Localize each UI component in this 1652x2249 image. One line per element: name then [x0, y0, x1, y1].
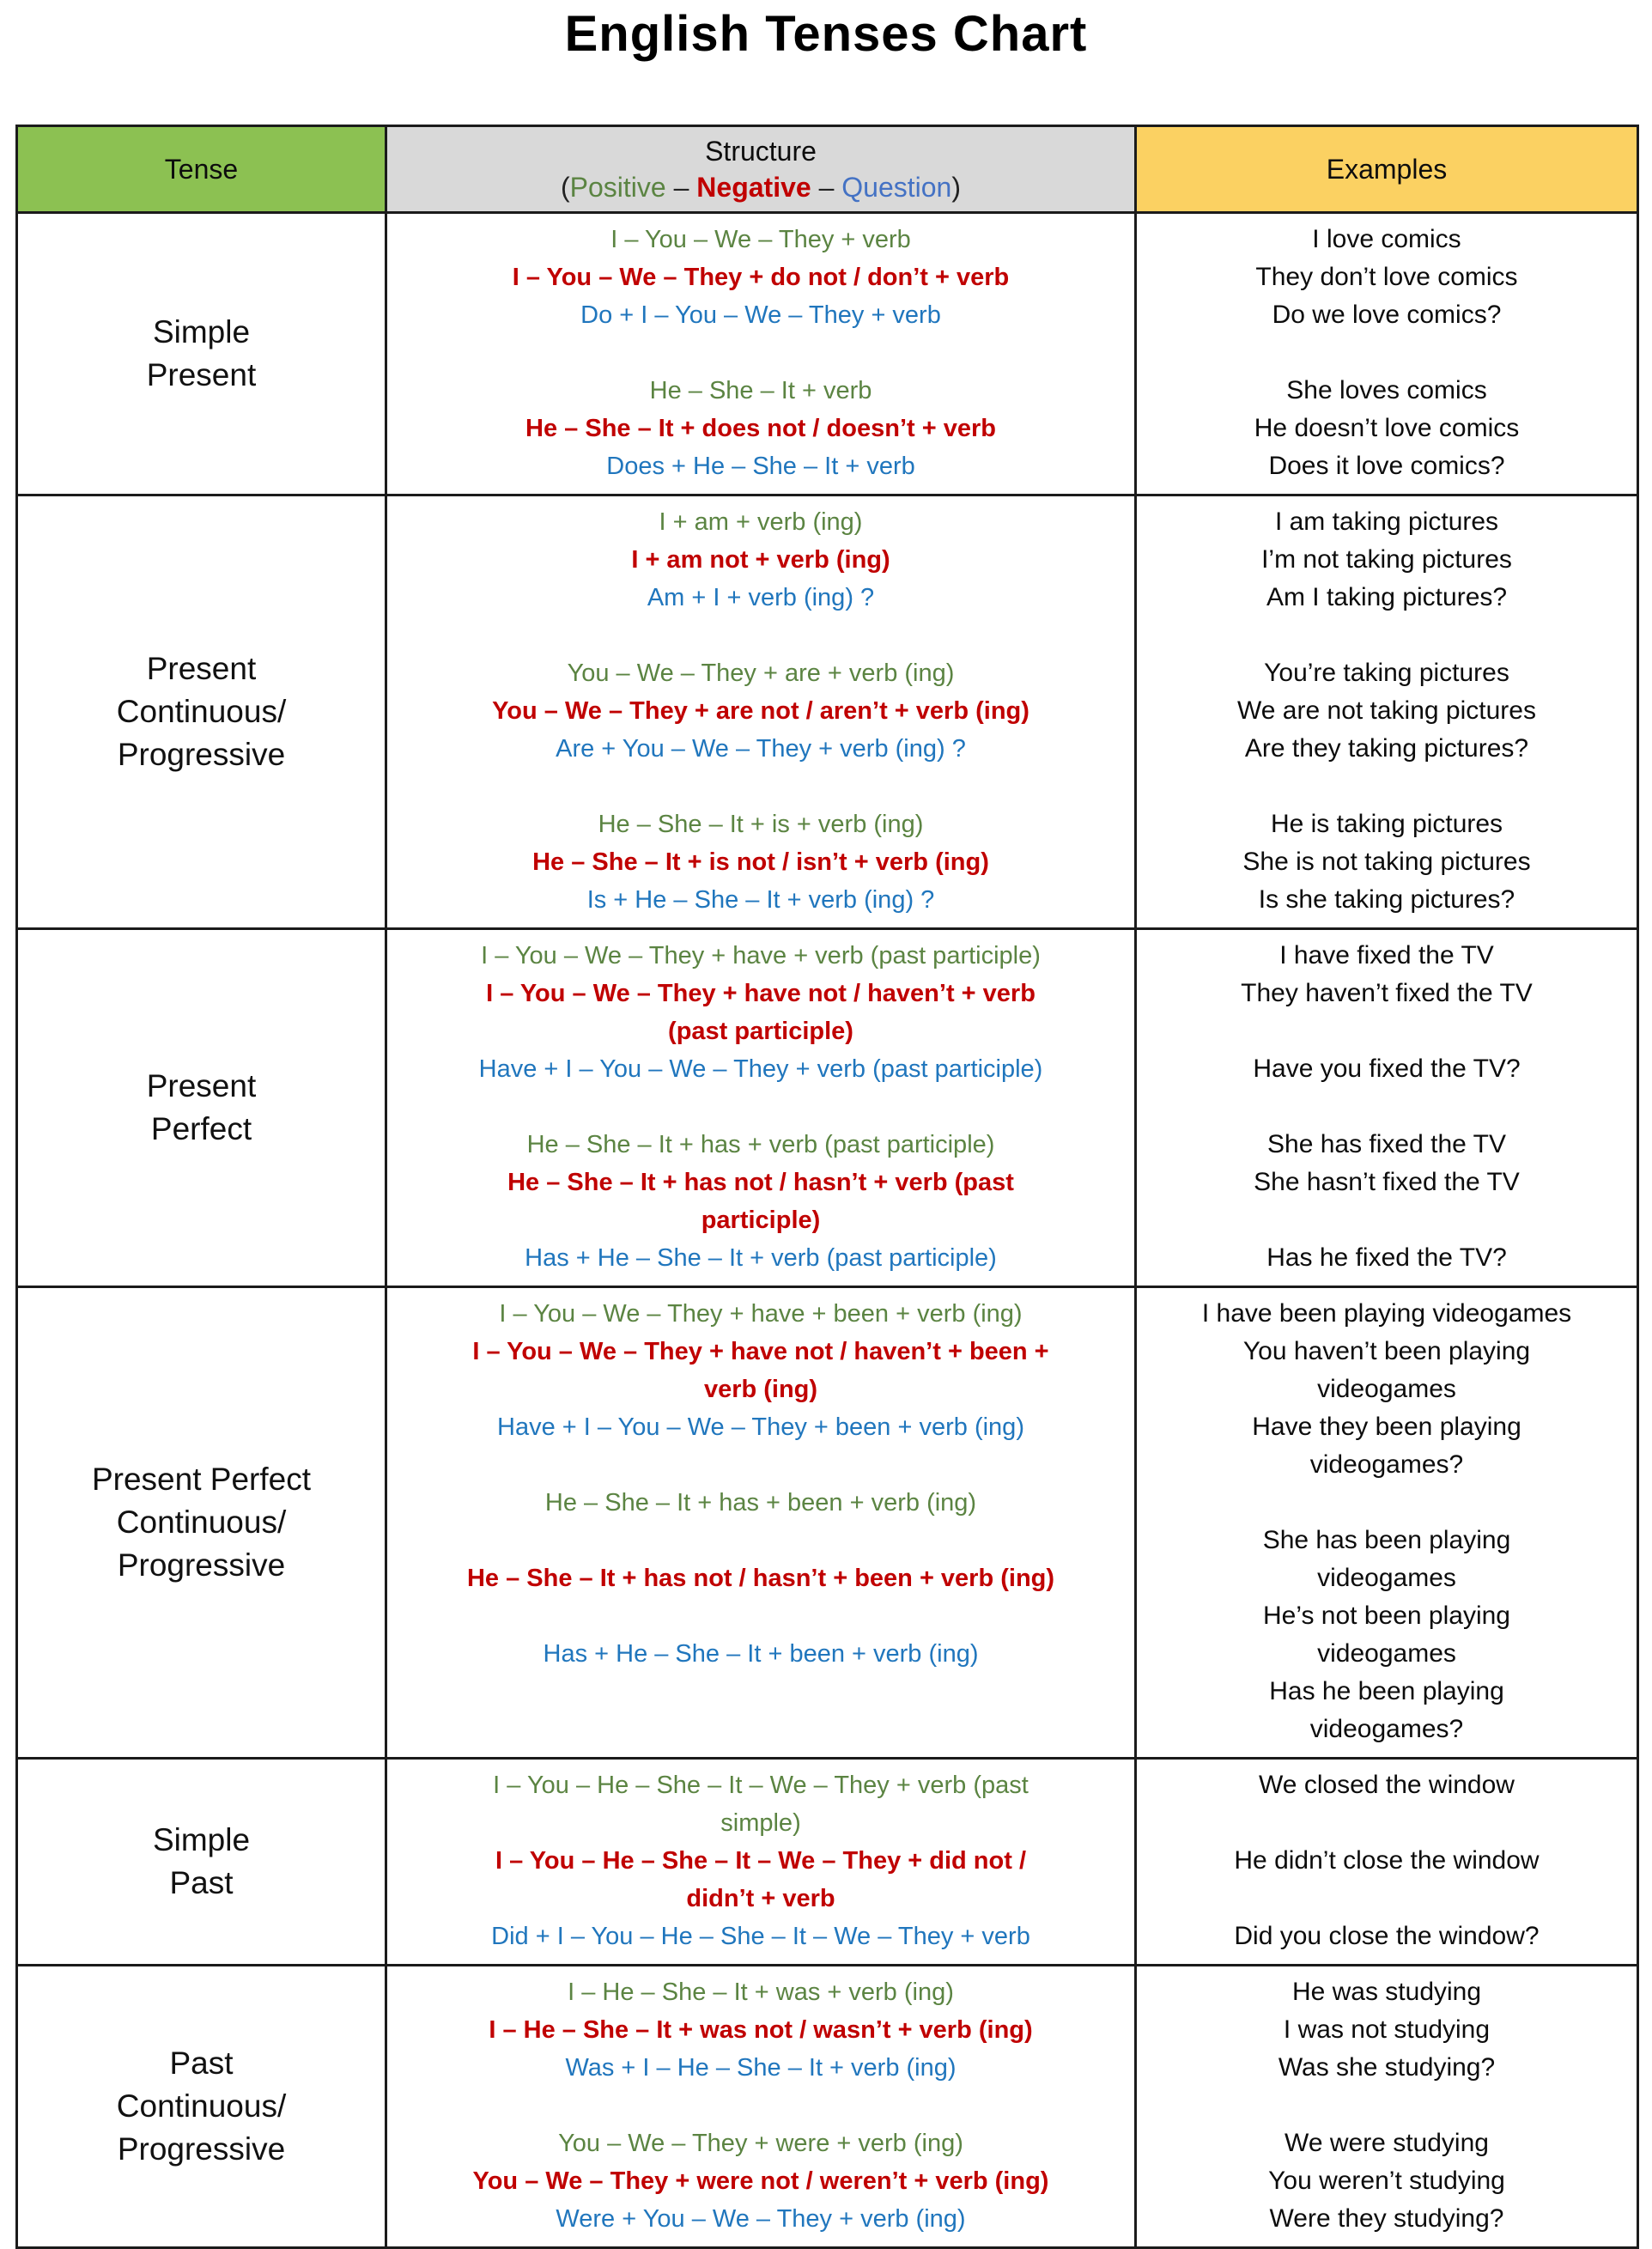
subtitle-question-label: Question	[841, 172, 952, 203]
structure-group	[400, 1295, 1121, 1446]
blank-line	[1171, 1804, 1602, 1842]
structure-line-positive: simple)	[720, 1809, 801, 1837]
blank-line	[400, 1597, 1121, 1635]
tense-label: Present	[146, 651, 257, 686]
tense-label: Perfect	[150, 1111, 252, 1146]
example-group	[1171, 1295, 1602, 1484]
example-line: He was studying	[1291, 1978, 1482, 2006]
example-group	[1171, 1126, 1602, 1277]
example-line: They haven’t fixed the TV	[1241, 979, 1533, 1007]
example-line: I was not studying	[1283, 2015, 1491, 2044]
example-line: Were they studying?	[1269, 2204, 1504, 2233]
structure-line-question: Were + You – We – They + verb (ing)	[556, 2205, 966, 2233]
example-line: He didn’t close the window	[1234, 1846, 1540, 1875]
structure-line-question: Was + I – He – She – It + verb (ing)	[565, 2054, 957, 2082]
example-group	[1171, 654, 1602, 768]
examples-cell	[1136, 1759, 1638, 1966]
example-line: Are they taking pictures?	[1244, 734, 1529, 763]
structure-line-positive: I + am + verb (ing)	[659, 508, 863, 536]
structure-cell	[386, 1966, 1136, 2248]
tense-label: Simple	[152, 314, 251, 350]
example-group	[1171, 372, 1602, 485]
header-cell-tense	[17, 126, 386, 213]
structure-line-negative: He – She – It + has not / hasn’t + verb (past	[507, 1169, 1014, 1196]
structure-line-negative: verb (ing)	[703, 1376, 818, 1403]
subtitle-separator: –	[665, 172, 697, 203]
structure-line-question: Does + He – She – It + verb	[606, 453, 915, 480]
tense-cell	[17, 1759, 386, 1966]
example-line: videogames	[1317, 1564, 1456, 1592]
table-header	[17, 126, 1638, 213]
tense-label: Progressive	[117, 737, 286, 772]
tense-label: Continuous/	[116, 1504, 287, 1540]
header-structure-label: Structure	[705, 136, 817, 167]
subtitle-paren-open: (	[561, 172, 570, 203]
example-line: I’m not taking pictures	[1261, 545, 1512, 574]
example-line: Do we love comics?	[1272, 301, 1502, 329]
structure-group	[400, 372, 1121, 485]
structure-cell	[386, 929, 1136, 1287]
subtitle-negative-label: Negative	[696, 172, 811, 203]
example-line: We were studying	[1285, 2129, 1489, 2157]
example-line: She hasn’t fixed the TV	[1254, 1168, 1520, 1196]
example-line: She has been playing	[1262, 1526, 1511, 1554]
structure-group	[400, 221, 1121, 334]
example-line: Is she taking pictures?	[1258, 885, 1515, 914]
examples-cell	[1136, 1966, 1638, 2248]
examples-cell	[1136, 213, 1638, 495]
example-group	[1171, 1766, 1602, 1955]
example-line: videogames	[1317, 1639, 1456, 1668]
example-line: videogames?	[1309, 1450, 1464, 1479]
tense-label: Progressive	[117, 2131, 286, 2167]
tense-cell	[17, 929, 386, 1287]
example-group	[1171, 1973, 1602, 2087]
example-line: He’s not been playing	[1263, 1602, 1510, 1630]
structure-cell	[386, 495, 1136, 929]
structure-line-positive: He – She – It + is + verb (ing)	[598, 811, 924, 838]
example-line: videogames	[1317, 1375, 1456, 1403]
structure-line-question: Have + I – You – We – They + been + verb (ing)	[497, 1413, 1024, 1441]
table-row	[17, 1966, 1638, 2248]
table-row	[17, 213, 1638, 495]
structure-group	[400, 503, 1121, 617]
structure-line-positive: I – You – He – She – It – We – They + verb (past	[493, 1772, 1029, 1799]
tense-label: Continuous/	[116, 2088, 287, 2124]
example-line: I have been playing videogames	[1201, 1299, 1572, 1328]
tense-label: Past	[169, 2045, 234, 2081]
example-line: You’re taking pictures	[1264, 659, 1509, 687]
blank-line	[400, 1522, 1121, 1559]
example-line: We closed the window	[1259, 1771, 1515, 1799]
example-line: You weren’t studying	[1268, 2167, 1505, 2195]
structure-group	[400, 1766, 1121, 1955]
example-line: Has he fixed the TV?	[1266, 1243, 1507, 1272]
structure-line-negative: I – You – We – They + have not / haven’t + verb	[486, 980, 1036, 1007]
tense-label: Present	[146, 1068, 257, 1103]
example-line: They don’t love comics	[1255, 263, 1518, 291]
subtitle-paren-close: )	[951, 172, 961, 203]
tense-cell	[17, 495, 386, 929]
example-group	[1171, 1522, 1602, 1748]
structure-line-negative: He – She – It + does not / doesn’t + verb	[525, 415, 996, 442]
structure-cell	[386, 1759, 1136, 1966]
example-line: Was she studying?	[1278, 2053, 1496, 2082]
structure-line-question: Has + He – She – It + verb (past participle)	[525, 1244, 997, 1272]
structure-group	[400, 1126, 1121, 1277]
tense-label: Present	[146, 357, 257, 392]
structure-group	[400, 1973, 1121, 2087]
structure-cell	[386, 213, 1136, 495]
structure-line-positive: He – She – It + has + been + verb (ing)	[544, 1489, 977, 1517]
structure-line-question: Have + I – You – We – They + verb (past participle)	[478, 1055, 1043, 1083]
structure-group	[400, 1484, 1121, 1673]
blank-line	[1171, 1880, 1602, 1918]
example-line: We are not taking pictures	[1237, 696, 1536, 725]
example-line: Have you fixed the TV?	[1253, 1055, 1521, 1083]
structure-group	[400, 654, 1121, 768]
tense-label: Present Perfect	[91, 1462, 311, 1497]
table-row	[17, 495, 1638, 929]
structure-line-negative: You – We – They + are not / aren’t + verb (ing)	[492, 697, 1029, 725]
structure-line-negative: He – She – It + has not / hasn’t + been + verb (ing)	[466, 1565, 1055, 1592]
example-group	[1171, 937, 1602, 1088]
structure-line-positive: I – You – We – They + have + verb (past participle)	[481, 942, 1041, 970]
page-title: English Tenses Chart	[564, 6, 1088, 62]
header-row	[17, 126, 1638, 213]
structure-cell	[386, 1287, 1136, 1759]
structure-line-negative: I – He – She – It + was not / wasn’t + verb (ing)	[489, 2016, 1033, 2044]
structure-line-negative: You – We – They + were not / weren’t + verb (ing)	[472, 2167, 1049, 2195]
example-line: She loves comics	[1286, 376, 1487, 404]
structure-line-question: Has + He – She – It + been + verb (ing)	[543, 1640, 979, 1668]
table-row	[17, 1759, 1638, 1966]
structure-line-negative: I + am not + verb (ing)	[631, 546, 890, 574]
tense-cell	[17, 1287, 386, 1759]
tense-label: Progressive	[117, 1547, 286, 1583]
examples-cell	[1136, 1287, 1638, 1759]
examples-cell	[1136, 929, 1638, 1287]
example-line: Did you close the window?	[1234, 1922, 1540, 1950]
table-row	[17, 929, 1638, 1287]
example-line: She has fixed the TV	[1267, 1130, 1506, 1158]
subtitle-positive-label: Positive	[569, 172, 666, 203]
tense-label: Continuous/	[116, 694, 287, 729]
tenses-table	[15, 125, 1639, 2249]
example-line: I have fixed the TV	[1279, 941, 1494, 970]
structure-line-negative: (past participle)	[668, 1018, 853, 1045]
example-line: She is not taking pictures	[1242, 848, 1531, 876]
structure-line-question: Is + He – She – It + verb (ing) ?	[586, 886, 935, 914]
structure-line-positive: I – You – We – They + verb	[610, 226, 911, 253]
blank-line	[1171, 1201, 1602, 1239]
structure-line-negative: I – You – We – They + do not / don’t + verb	[512, 264, 1010, 291]
structure-group	[400, 937, 1121, 1088]
example-line: Has he been playing	[1269, 1677, 1504, 1705]
structure-line-question: Do + I – You – We – They + verb	[580, 301, 941, 329]
header-examples-label: Examples	[1326, 154, 1448, 185]
example-line: Am I taking pictures?	[1266, 583, 1508, 611]
structure-line-question: Am + I + verb (ing) ?	[647, 584, 875, 611]
subtitle-separator: –	[811, 172, 842, 203]
structure-line-positive: You – We – They + were + verb (ing)	[558, 2130, 963, 2157]
example-line: Have they been playing	[1252, 1413, 1521, 1441]
tense-cell	[17, 213, 386, 495]
example-line: Does it love comics?	[1268, 452, 1505, 480]
structure-line-negative: participle)	[701, 1207, 821, 1234]
example-line: I love comics	[1312, 225, 1461, 253]
structure-line-positive: He – She – It + verb	[649, 377, 872, 404]
tense-label: Past	[169, 1865, 234, 1900]
header-structure-subtitle	[388, 169, 1133, 205]
structure-line-negative: I – You – He – She – It – We – They + did not /	[495, 1847, 1027, 1875]
structure-line-positive: I – You – We – They + have + been + verb (ing)	[499, 1300, 1023, 1328]
table-row	[17, 1287, 1638, 1759]
blank-line	[1171, 1012, 1602, 1050]
tense-label: Simple	[152, 1822, 251, 1857]
example-line: I am taking pictures	[1274, 508, 1499, 536]
example-line: You haven’t been playing	[1242, 1337, 1531, 1365]
example-group	[1171, 221, 1602, 334]
structure-line-positive: You – We – They + are + verb (ing)	[567, 660, 955, 687]
structure-line-negative: I – You – We – They + have not / haven’t + been +	[472, 1338, 1049, 1365]
structure-line-positive: I – He – She – It + was + verb (ing)	[568, 1979, 954, 2006]
structure-line-question: Are + You – We – They + verb (ing) ?	[556, 735, 966, 763]
example-group	[1171, 805, 1602, 919]
header-tense-label: Tense	[164, 154, 239, 185]
example-group	[1171, 2124, 1602, 2238]
structure-line-positive: He – She – It + has + verb (past participle)	[526, 1131, 995, 1158]
structure-group	[400, 2124, 1121, 2238]
header-cell-structure	[386, 126, 1136, 213]
example-line: He is taking pictures	[1270, 810, 1503, 838]
structure-line-negative: didn’t + verb	[686, 1885, 835, 1912]
structure-line-question: Did + I – You – He – She – It – We – They + verb	[491, 1923, 1030, 1950]
table-body	[17, 213, 1638, 2248]
structure-group	[400, 805, 1121, 919]
example-line: videogames?	[1309, 1715, 1464, 1743]
examples-cell	[1136, 495, 1638, 929]
structure-line-negative: He – She – It + is not / isn’t + verb (ing)	[532, 848, 989, 876]
example-group	[1171, 503, 1602, 617]
header-cell-examples	[1136, 126, 1638, 213]
tense-cell	[17, 1966, 386, 2248]
example-line: He doesn’t love comics	[1254, 414, 1520, 442]
